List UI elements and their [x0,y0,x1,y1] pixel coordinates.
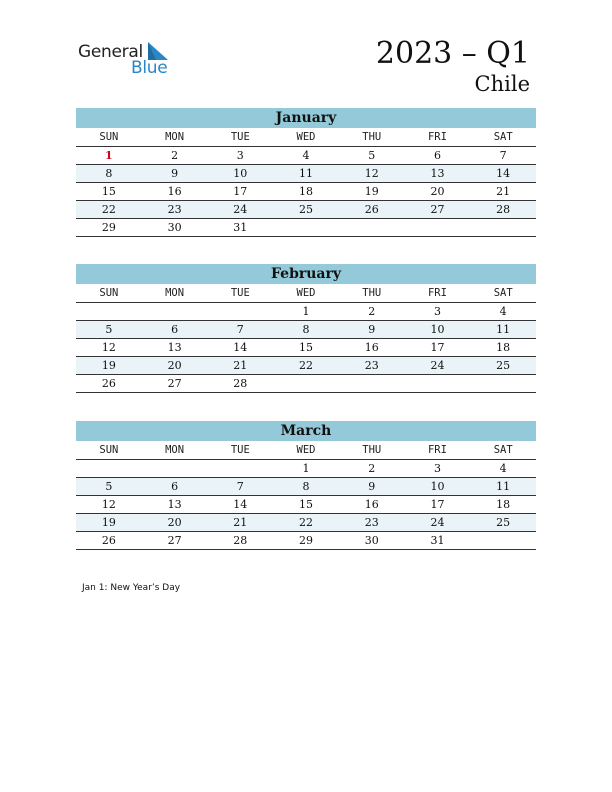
day-cell: 19 [101,359,116,372]
day-cell: 22 [299,516,314,529]
day-cell: 19 [101,516,116,529]
week-row [76,357,536,375]
weekday-label: MON [165,131,185,143]
day-cell: 28 [496,203,511,216]
week-row [76,303,536,321]
month-january [76,108,536,237]
week-row [76,478,536,496]
logo-word-general: General [78,42,143,62]
day-cell: 27 [167,377,182,390]
day-cell: 26 [101,534,116,547]
day-cell: 9 [368,323,376,336]
day-cell: 4 [302,149,310,162]
week-row [76,496,536,514]
weekday-label: TUE [230,444,250,456]
day-cell: 18 [496,341,511,354]
day-cell: 5 [105,480,113,493]
day-cell: 17 [430,498,445,511]
week-row [76,165,536,183]
day-cell: 17 [233,185,248,198]
week-row [76,321,536,339]
day-cell: 4 [499,305,507,318]
day-cell [142,460,208,477]
day-cell [207,460,273,477]
day-cell: 30 [364,534,379,547]
day-cell [207,303,273,320]
day-cell: 24 [430,516,445,529]
day-cell: 4 [499,462,507,475]
day-cell: 20 [167,359,182,372]
holiday-note: Jan 1: New Year’s Day [82,583,181,593]
month-february [76,264,536,393]
day-cell [339,219,405,236]
day-cell: 5 [105,323,113,336]
day-cell: 30 [167,221,182,234]
weekday-label: MON [165,287,185,299]
day-cell: 12 [364,167,379,180]
day-cell: 22 [299,359,314,372]
day-cell: 8 [302,323,310,336]
day-cell: 14 [496,167,511,180]
day-cell: 29 [299,534,314,547]
day-cell: 10 [430,480,445,493]
day-cell: 16 [364,341,379,354]
day-cell: 9 [171,167,179,180]
weekday-label: FRI [427,131,447,143]
day-cell [76,460,142,477]
day-cell: 16 [364,498,379,511]
day-cell: 22 [101,203,116,216]
day-cell [76,303,142,320]
week-row [76,339,536,357]
day-cell: 1 [105,149,113,162]
day-cell: 3 [236,149,244,162]
day-cell [273,219,339,236]
week-row [76,532,536,550]
day-cell: 28 [233,377,248,390]
day-cell: 14 [233,498,248,511]
day-cell [470,532,536,549]
day-cell: 31 [233,221,248,234]
day-cell: 23 [364,359,379,372]
weekday-label: TUE [230,287,250,299]
weekday-label: SAT [493,444,513,456]
weekday-label: SUN [99,287,119,299]
weekday-label: TUE [230,131,250,143]
day-cell: 23 [364,516,379,529]
day-cell: 2 [171,149,179,162]
day-cell: 13 [167,498,182,511]
day-cell: 11 [496,323,511,336]
weekday-header-row [76,284,536,303]
weekday-label: SAT [493,287,513,299]
day-cell: 27 [430,203,445,216]
day-cell: 6 [433,149,441,162]
day-cell: 27 [167,534,182,547]
week-row [76,514,536,532]
weekday-label: SUN [99,444,119,456]
day-cell [405,375,471,392]
day-cell: 15 [299,498,314,511]
day-cell: 11 [496,480,511,493]
day-cell: 24 [233,203,248,216]
day-cell: 26 [364,203,379,216]
weekday-label: THU [362,131,382,143]
week-row [76,460,536,478]
weekday-header-row [76,441,536,460]
page-title: 2023 – Q1 [375,36,530,71]
month-march [76,421,536,550]
month-header: February [76,264,536,284]
weekday-label: SAT [493,131,513,143]
day-cell: 12 [101,341,116,354]
generalblue-logo [78,40,178,80]
weekday-label: MON [165,444,185,456]
day-cell: 21 [496,185,511,198]
day-cell: 3 [433,462,441,475]
month-header: January [76,108,536,128]
day-cell: 5 [368,149,376,162]
day-cell [273,375,339,392]
day-cell: 15 [299,341,314,354]
day-cell: 21 [233,516,248,529]
day-cell [142,303,208,320]
day-cell: 15 [101,185,116,198]
day-cell: 3 [433,305,441,318]
day-cell: 2 [368,462,376,475]
day-cell: 2 [368,305,376,318]
day-cell: 6 [171,480,179,493]
day-cell: 16 [167,185,182,198]
day-cell: 25 [299,203,314,216]
weekday-label: FRI [427,287,447,299]
day-cell: 20 [167,516,182,529]
day-cell: 26 [101,377,116,390]
day-cell: 10 [430,323,445,336]
day-cell: 23 [167,203,182,216]
day-cell: 6 [171,323,179,336]
day-cell: 11 [299,167,314,180]
country-name: Chile [474,72,530,96]
day-cell: 7 [236,480,244,493]
weekday-label: THU [362,444,382,456]
day-cell: 31 [430,534,445,547]
week-row [76,219,536,237]
day-cell: 13 [430,167,445,180]
day-cell: 13 [167,341,182,354]
day-cell [470,219,536,236]
weekday-header-row [76,128,536,147]
day-cell: 20 [430,185,445,198]
month-header: March [76,421,536,441]
day-cell [470,375,536,392]
day-cell: 14 [233,341,248,354]
day-cell: 8 [105,167,113,180]
day-cell [339,375,405,392]
day-cell: 28 [233,534,248,547]
week-row [76,183,536,201]
day-cell: 29 [101,221,116,234]
day-cell: 9 [368,480,376,493]
weekday-label: WED [296,131,316,143]
day-cell: 8 [302,480,310,493]
day-cell: 18 [299,185,314,198]
weekday-label: THU [362,287,382,299]
day-cell: 25 [496,516,511,529]
logo-word-blue: Blue [131,58,168,78]
day-cell: 1 [302,305,310,318]
day-cell: 7 [236,323,244,336]
day-cell: 24 [430,359,445,372]
week-row [76,147,536,165]
week-row [76,201,536,219]
day-cell: 19 [364,185,379,198]
week-row [76,375,536,393]
day-cell: 12 [101,498,116,511]
day-cell: 21 [233,359,248,372]
weekday-label: SUN [99,131,119,143]
day-cell: 1 [302,462,310,475]
day-cell: 10 [233,167,248,180]
weekday-label: WED [296,287,316,299]
day-cell [405,219,471,236]
day-cell: 25 [496,359,511,372]
weekday-label: FRI [427,444,447,456]
day-cell: 17 [430,341,445,354]
weekday-label: WED [296,444,316,456]
day-cell: 7 [499,149,507,162]
day-cell: 18 [496,498,511,511]
